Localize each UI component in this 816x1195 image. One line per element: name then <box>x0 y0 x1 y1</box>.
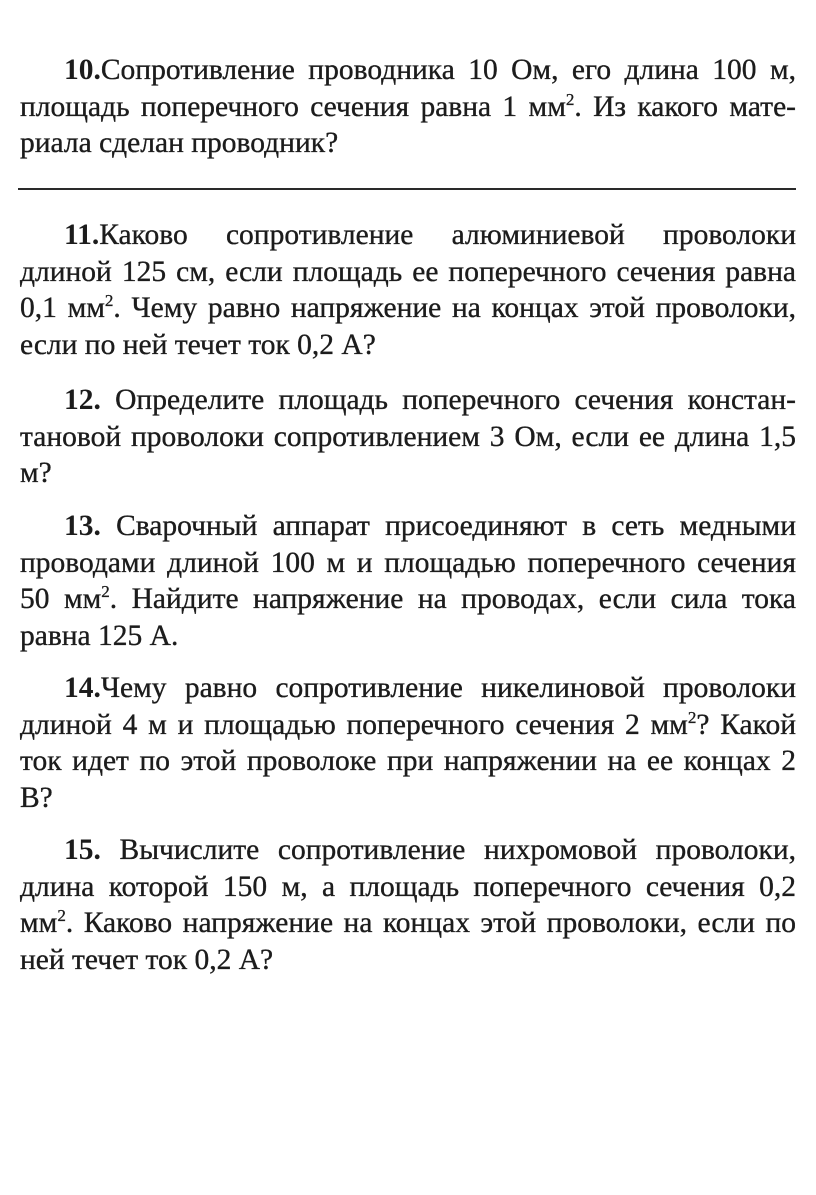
problem-14 <box>20 670 796 816</box>
superscript: 2 <box>57 906 66 925</box>
problem-text: Сварочный аппарат присоединяют в сеть медными проводами длиной 100 м и площадью поперечного сечения 50 мм <box>20 510 796 615</box>
superscript: 2 <box>101 582 110 601</box>
problem-text-cont: . Из какого мате-риала сделан проводник? <box>20 90 796 159</box>
problem-text-cont: ? Какой ток идет по этой проволоке при напряжении на ее концах 2 В? <box>20 708 796 814</box>
superscript: 2 <box>104 291 114 310</box>
separator-line <box>18 188 796 190</box>
problem-number: 12. <box>64 384 101 416</box>
superscript: 2 <box>687 707 697 727</box>
problem-13 <box>20 508 796 654</box>
problem-number: 13. <box>64 510 101 542</box>
problem-text: Каково сопротивление алюминиевой проволоки длиной 125 см, если площадь ее поперечного сечения равна 0,1 мм <box>20 219 796 324</box>
problem-text: Сопротивление проводника 10 Ом, его длина 100 м, площадь поперечного сечения равна 1 мм <box>20 54 796 123</box>
problem-10 <box>20 52 796 162</box>
problem-text-cont: . Чему равно напряжение на концах этой проволоки, если по ней течет ток 0,2 А? <box>20 292 796 361</box>
problem-number: 11. <box>64 219 100 251</box>
problem-text-cont: . Каково напряжение на концах этой проволоки, если по ней течет ток 0,2 А? <box>20 907 796 976</box>
problem-text: Вычислите сопротивление нихромовой проволоки, длина которой 150 м, а площадь поперечного сечения 0,2 мм <box>20 834 796 939</box>
problem-11 <box>20 217 796 363</box>
problem-text: Определите площадь поперечного сечения констан-тановой проволоки сопротивлением 3 Ом, если ее длина 1,5 м? <box>20 384 796 489</box>
problem-number: 14. <box>64 672 101 704</box>
superscript: 2 <box>565 89 575 109</box>
problem-text: Чему равно сопротивление никелиновой проволоки длиной 4 м и площадью поперечного сечения 2 мм <box>20 672 796 741</box>
problem-12 <box>20 382 796 492</box>
problem-number: 10. <box>64 54 101 86</box>
problem-number: 15. <box>64 834 101 866</box>
problem-15 <box>20 832 796 978</box>
problem-text-cont: . Найдите напряжение на проводах, если сила тока равна 125 А. <box>20 583 797 652</box>
